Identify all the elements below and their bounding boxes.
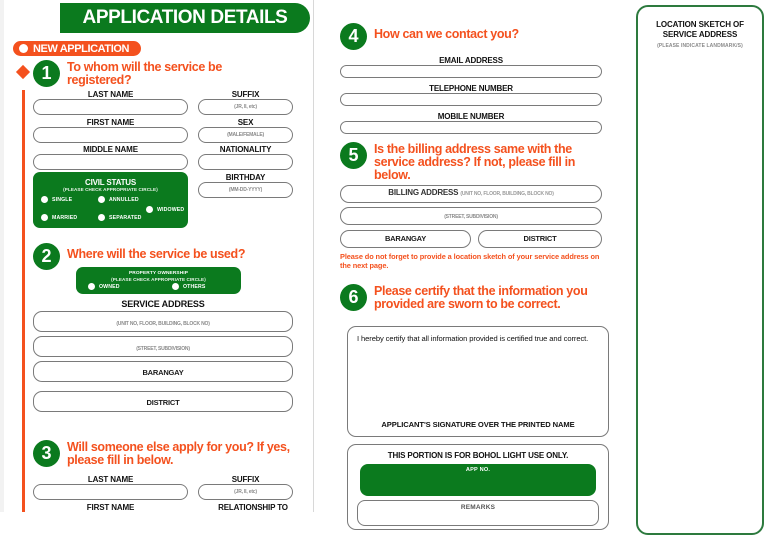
label-rep-last-name: LAST NAME xyxy=(87,475,134,484)
label-mobile: MOBILE NUMBER xyxy=(437,112,505,121)
location-sketch-panel[interactable] xyxy=(636,5,764,535)
radio-circle-icon xyxy=(88,283,95,290)
new-application-label: NEW APPLICATION xyxy=(33,42,130,55)
certification-text: I hereby certify that all information provided is certified true and correct. xyxy=(357,334,589,343)
hint-service-district: DISTRICT xyxy=(146,398,180,407)
civil-status-option-separated[interactable] xyxy=(98,214,142,221)
label-rep-first-name: FIRST NAME xyxy=(86,503,135,512)
service-address-label: SERVICE ADDRESS xyxy=(121,299,205,309)
input-last-name[interactable] xyxy=(33,99,188,115)
section-3-number: 3 xyxy=(33,440,60,467)
input-rep-last-name[interactable] xyxy=(33,484,188,500)
civil-status-option-married[interactable] xyxy=(41,214,77,221)
civil-status-label-widowed: WIDOWED xyxy=(157,206,185,213)
right-column xyxy=(626,0,768,512)
middle-column xyxy=(314,0,626,512)
section-6-number: 6 xyxy=(340,284,367,311)
section-3-title: Will someone else apply for you? If yes, please fill in below. xyxy=(67,440,290,467)
hint-service-barangay: BARANGAY xyxy=(142,368,184,377)
section-5-heading xyxy=(340,142,615,182)
input-telephone[interactable] xyxy=(340,93,602,106)
input-service-district[interactable] xyxy=(33,391,293,412)
section-2-title: Where will the service be used? xyxy=(67,247,246,261)
remarks-field[interactable] xyxy=(357,500,599,526)
label-birthday: BIRTHDAY xyxy=(225,173,266,182)
page-title: APPLICATION DETAILS xyxy=(82,7,288,28)
property-ownership-option-others[interactable] xyxy=(172,283,206,290)
label-last-name: LAST NAME xyxy=(87,90,134,99)
property-ownership-option-owned[interactable] xyxy=(88,283,120,290)
section-2-number: 2 xyxy=(33,243,60,270)
radio-circle-icon xyxy=(41,196,48,203)
certification-box[interactable] xyxy=(347,326,609,437)
property-ownership-label-owned: OWNED xyxy=(99,283,120,290)
label-sex: SEX xyxy=(237,118,254,127)
label-nationality: NATIONALITY xyxy=(219,145,272,154)
label-rep-relationship: RELATIONSHIP TO xyxy=(218,503,288,512)
input-nationality[interactable] xyxy=(198,154,293,170)
input-middle-name[interactable] xyxy=(33,154,188,170)
label-middle-name: MIDDLE NAME xyxy=(83,145,138,154)
office-use-title: THIS PORTION IS FOR BOHOL LIGHT USE ONLY. xyxy=(387,451,569,460)
civil-status-title: CIVIL STATUS xyxy=(85,178,136,187)
label-first-name: FIRST NAME xyxy=(86,118,135,127)
label-telephone: TELEPHONE NUMBER xyxy=(429,84,513,93)
property-ownership-label-others: OTHERS xyxy=(183,283,206,290)
radio-circle-icon xyxy=(98,214,105,221)
civil-status-option-widowed[interactable] xyxy=(146,206,184,213)
input-billing-barangay[interactable] xyxy=(340,230,471,248)
section-3-heading xyxy=(33,440,298,467)
app-no-field[interactable] xyxy=(360,464,596,496)
section-1-title: To whom will the service be registered? xyxy=(67,60,222,87)
hint-suffix: (JR, II, etc) xyxy=(234,104,257,110)
app-no-label: APP NO. xyxy=(465,467,491,473)
orange-rail-divider xyxy=(22,90,25,512)
left-column xyxy=(0,0,313,512)
input-service-street[interactable] xyxy=(33,336,293,357)
civil-status-label-married: MARRIED xyxy=(52,214,78,221)
section-1-number: 1 xyxy=(33,60,60,87)
input-rep-suffix[interactable] xyxy=(198,484,293,500)
input-mobile[interactable] xyxy=(340,121,602,134)
hint-birthday: (MM-DD-YYYY) xyxy=(228,187,263,193)
radio-circle-icon xyxy=(146,206,153,213)
remarks-label: REMARKS xyxy=(460,504,496,511)
input-billing-street[interactable] xyxy=(340,207,602,225)
header-banner xyxy=(60,3,310,33)
hint-service-street: (STREET, SUBDIVISION) xyxy=(136,346,190,352)
civil-status-label-separated: SEPARATED xyxy=(109,214,142,221)
civil-status-subtitle: (PLEASE CHECK APPROPRIATE CIRCLE) xyxy=(63,187,158,192)
orange-diamond-icon xyxy=(16,65,30,79)
hint-billing-district: DISTRICT xyxy=(523,234,557,243)
label-suffix: SUFFIX xyxy=(231,90,260,99)
input-sex[interactable] xyxy=(198,127,293,143)
label-email: EMAIL ADDRESS xyxy=(439,56,503,65)
section-5-number: 5 xyxy=(340,142,367,169)
property-ownership-subtitle: (PLEASE CHECK APPROPRIATE CIRCLE) xyxy=(111,277,206,282)
input-first-name[interactable] xyxy=(33,127,188,143)
input-billing-district[interactable] xyxy=(478,230,602,248)
location-sketch-subtitle: (PLEASE INDICATE LANDMARK/S) xyxy=(657,43,743,49)
section-1-heading xyxy=(33,60,278,87)
civil-status-option-single[interactable] xyxy=(41,196,72,203)
input-billing-address[interactable] xyxy=(340,185,602,203)
section-5-title: Is the billing address same with the service address? If not, please fill in below. xyxy=(374,142,576,182)
location-sketch-title: LOCATION SKETCH OF SERVICE ADDRESS xyxy=(656,20,744,40)
hint-rep-suffix: (JR, II, etc) xyxy=(234,489,257,495)
section-2-heading xyxy=(33,243,293,270)
civil-status-option-annulled[interactable] xyxy=(98,196,139,203)
sketch-reminder-note: Please do not forget to provide a location sketch of your service address on the next page. xyxy=(340,252,600,271)
hint-sex: (MALE/FEMALE) xyxy=(227,132,264,138)
property-ownership-title: PROPERTY OWNERSHIP xyxy=(128,271,189,276)
input-birthday[interactable] xyxy=(198,182,293,198)
input-email[interactable] xyxy=(340,65,602,78)
hint-billing-barangay: BARANGAY xyxy=(384,234,427,243)
radio-circle-icon xyxy=(172,283,179,290)
office-use-box xyxy=(347,444,609,530)
signature-label: APPLICANT'S SIGNATURE OVER THE PRINTED NAME xyxy=(381,420,575,429)
hint-billing-street: (STREET, SUBDIVISION) xyxy=(444,214,498,220)
section-4-number: 4 xyxy=(340,23,367,50)
bullet-dot-icon xyxy=(19,44,28,53)
input-suffix[interactable] xyxy=(198,99,293,115)
section-6-title: Please certify that the information you provided are sworn to be correct. xyxy=(374,284,588,311)
hint-service-unit: (UNIT NO, FLOOR, BUILDING, BLOCK NO) xyxy=(116,321,210,327)
new-application-badge xyxy=(13,41,141,56)
section-6-heading xyxy=(340,284,615,311)
civil-status-label-annulled: ANNULLED xyxy=(109,196,139,203)
civil-status-box xyxy=(33,172,188,228)
label-rep-suffix: SUFFIX xyxy=(231,475,260,484)
input-service-barangay[interactable] xyxy=(33,361,293,382)
section-4-title: How can we contact you? xyxy=(374,27,519,41)
radio-circle-icon xyxy=(41,214,48,221)
civil-status-label-single: SINGLE xyxy=(52,196,73,203)
property-ownership-box xyxy=(76,267,241,294)
hint-billing-address: BILLING ADDRESS (UNIT NO, FLOOR, BUILDING, BLOCK NO) xyxy=(388,188,554,197)
radio-circle-icon xyxy=(98,196,105,203)
input-service-unit[interactable] xyxy=(33,311,293,332)
section-4-heading xyxy=(340,23,610,50)
